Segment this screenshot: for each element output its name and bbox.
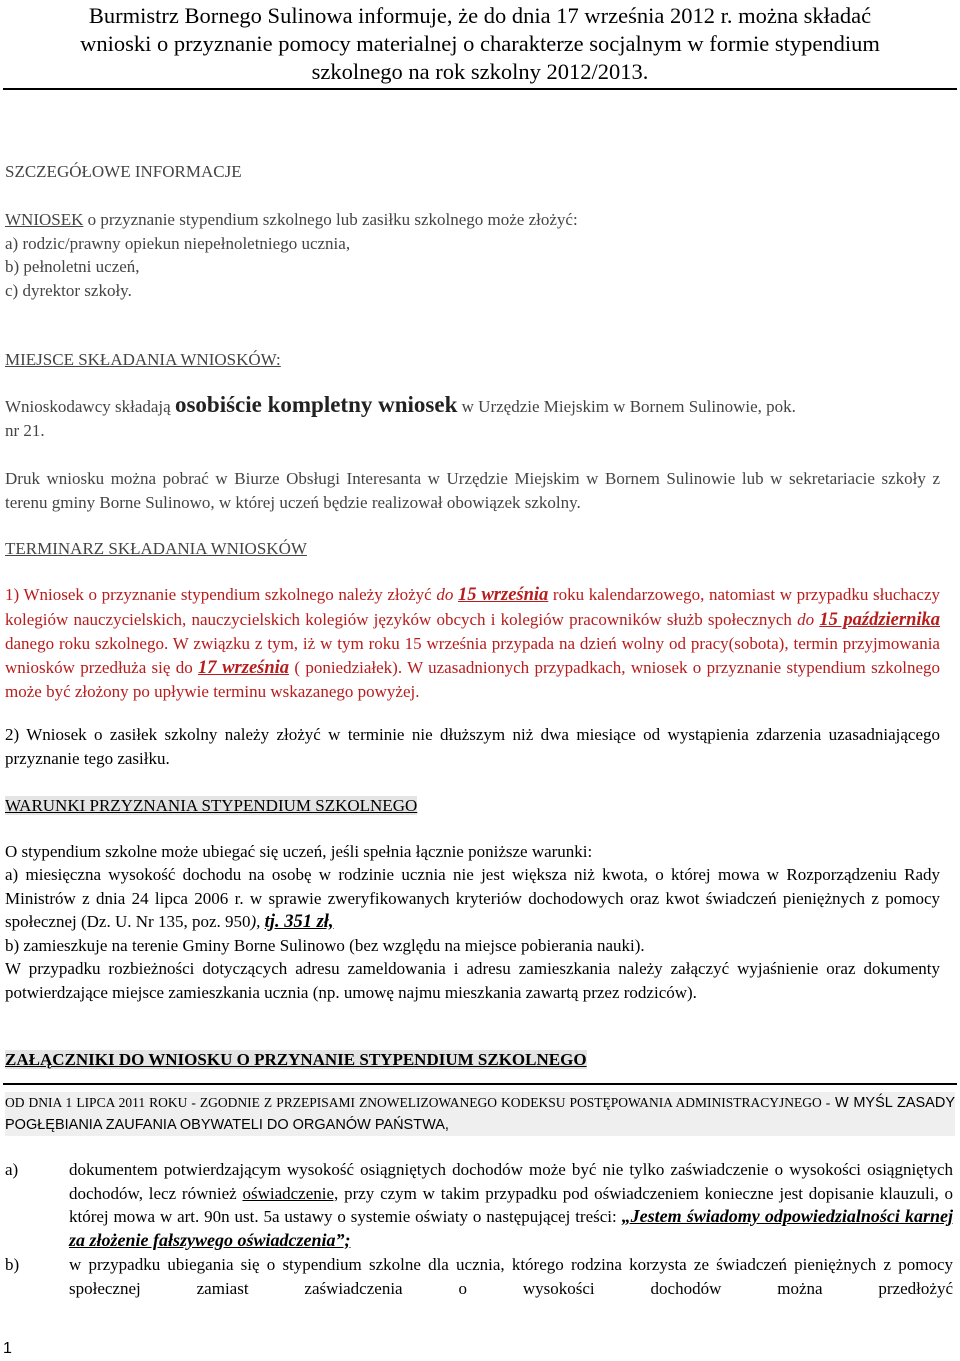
schedule-text: 1) Wniosek o przyznanie stypendium szkolnego należy złożyć: [5, 585, 437, 604]
conditions-heading: [5, 794, 940, 818]
title-line-1: Burmistrz Bornego Sulinowa informuje, że do dnia 17 września 2012 r. można składać: [88, 3, 872, 28]
place-paragraph-2: Druk wniosku można pobrać w Biurze Obsługi Interesanta w Urzędzie Miejskim w Bornem Sulinowie lub w sekretariacie szkoły z terenu gminy Borne Sulinowo, w której uczeń będzie realizował obowiązek szkolny.: [5, 469, 940, 512]
condition-a-tail: ),: [250, 912, 265, 931]
required-clause: „Jestem świadomy odpowiedzialności karnej za złożenie fałszywego oświadczenia”;: [69, 1206, 953, 1250]
wniosek-rest: o przyznanie stypendium szkolnego lub zasiłku szkolnego może złożyć:: [83, 210, 578, 229]
legal-notice-text: OD DNIA 1 LIPCA 2011 ROKU - ZGODNIE Z PRZEPISAMI ZNOWELIZOWANEGO KODEKSU POSTĘPOWANIA ADMINISTRACYJNEGO -: [5, 1095, 831, 1110]
header-divider: [3, 88, 957, 90]
schedule-heading: TERMINARZ SKŁADANIA WNIOSKÓW: [5, 539, 307, 558]
list-item: c) dyrektor szkoły.: [5, 280, 132, 300]
legal-notice-box: [5, 1092, 955, 1136]
legal-notice: [5, 1092, 955, 1136]
in-person-emphasis: osobiście kompletny wniosek: [174, 392, 458, 417]
schedule-paragraph-1: [5, 583, 940, 704]
condition-a-text: a) miesięczna wysokość dochodu na osobę w rodzinie ucznia nie jest większa niż kwota, o której mowa w Rozporządzeniu Rady Ministrów z dnia 24 lipca 2006 r. w sprawie zweryfikowanych kryteriów dochodowych oraz kwot świadczeń pieniężnych z pomocy społecznej (Dz. U. Nr 135, poz. 950: [5, 865, 940, 931]
title-line-2: wnioski o przyznanie pomocy materialnej o charakterze socjalnym w formie stypendium: [80, 31, 880, 56]
income-amount: tj. 351 zł,: [264, 912, 334, 932]
place-paragraph-1: [5, 393, 940, 442]
residence-note: W przypadku rozbieżności dotyczących adresu zameldowania i adresu zamieszkania należy załączyć wyjaśnienie oraz dokumenty potwierdzające miejsce zamieszkania ucznia (np. umowę najmu mieszkania zawartą przez rodziców).: [5, 959, 940, 1002]
wniosek-word: WNIOSEK: [5, 210, 84, 229]
schedule-text: do: [436, 585, 458, 604]
wniosek-line: [5, 208, 940, 232]
deadline-date: 17 września: [198, 657, 290, 678]
schedule-text: ( poniedziałek).: [289, 657, 403, 677]
list-item: [5, 1158, 953, 1252]
schedule-paragraph-2: 2) Wniosek o zasiłek szkolny należy złożyć w terminie nie dłuższym niż dwa miesiące od wystąpienia zdarzenia uzasadniającego przyznanie tego zasiłku.: [5, 725, 940, 768]
title-line-3: szkolnego na rok szkolny 2012/2013.: [311, 59, 649, 84]
statement-term: oświadczenie,: [242, 1183, 339, 1203]
page-number: 1: [3, 1340, 12, 1357]
room-number: nr 21.: [5, 420, 45, 440]
list-item: b) pełnoletni uczeń,: [5, 257, 140, 276]
place-text: Wnioskodawcy składają: [5, 397, 175, 416]
schedule-text: W uzasadnionych przypadkach, wniosek o przyznanie stypendium szkolnego może być złożony po upływie terminu wskazanego powyżej.: [5, 657, 941, 701]
list-item-text: [69, 1158, 953, 1252]
attachment-text: przy czym w takim przypadku pod oświadczeniem konieczne jest dopisanie klauzuli, o której mowa w art. 90n ust. 5a ustawy o systemie oświaty o następującej treści:: [69, 1183, 953, 1226]
details-heading: SZCZEGÓŁOWE INFORMACJE: [5, 162, 242, 181]
attachment-text: dokumentem potwierdzającym wysokość osiągniętych dochodów może być nie tylko zaświadczenie o wysokości osiągniętych dochodów, lecz również: [69, 1160, 953, 1203]
condition-b: b) zamieszkuje na terenie Gminy Borne Sulinowo (bez względu na miejsce pobierania nauki).: [5, 936, 645, 955]
conditions-intro: O stypendium szkolne może ubiegać się uczeń, jeśli spełnia łącznie poniższe warunki:: [5, 842, 593, 861]
list-marker: a): [5, 1160, 19, 1179]
announcement-title: [0, 2, 960, 86]
list-marker: b): [5, 1255, 20, 1274]
schedule-text: W związku z tym, iż w tym roku 15 września przypada na dzień wolny od pracy(sobota), termin przyjmowania wniosków przedłuża się do: [5, 634, 940, 677]
schedule-text: danego roku szkolnego.: [5, 634, 169, 653]
deadline-date: 15 września: [457, 585, 549, 605]
deadline-date: 15 października: [819, 609, 941, 630]
attachments-heading: [5, 1048, 940, 1072]
list-item: a) rodzic/prawny opiekun niepełnoletniego ucznia,: [5, 233, 351, 253]
list-item: [5, 1253, 953, 1300]
attachments-list: [5, 1158, 953, 1300]
condition-a: [5, 863, 940, 935]
details-section: [5, 208, 940, 302]
place-text: w Urzędzie Miejskim w Bornem Sulinowie, pok.: [457, 397, 796, 416]
notice-divider: [3, 1083, 957, 1085]
schedule-text: do: [797, 609, 820, 629]
list-item-text: w przypadku ubiegania się o stypendium szkolne dla ucznia, którego rodzina korzysta ze świadczeń pieniężnych z pomocy społecznej zamiast zaświadczenia o wysokości dochodów można przedłożyć: [69, 1255, 953, 1298]
legal-notice-emphasis: W MYŚL ZASADY POGŁĘBIANIA ZAUFANIA OBYWATELI DO ORGANÓW PAŃSTWA,: [5, 1095, 955, 1133]
place-heading: MIEJSCE SKŁADANIA WNIOSKÓW:: [5, 350, 281, 369]
attachments-heading-text: ZAŁĄCZNIKI DO WNIOSKU O PRZYNANIE STYPENDIUM SZKOLNEGO: [5, 1050, 587, 1069]
conditions-heading-text: WARUNKI PRZYZNANIA STYPENDIUM SZKOLNEGO: [5, 796, 418, 815]
schedule-text: roku kalendarzowego, natomiast w przypadku słuchaczy kolegiów nauczycielskich, nauczycielskich kolegiów języków obcych i kolegiów pracowników służb społecznych: [5, 585, 940, 629]
